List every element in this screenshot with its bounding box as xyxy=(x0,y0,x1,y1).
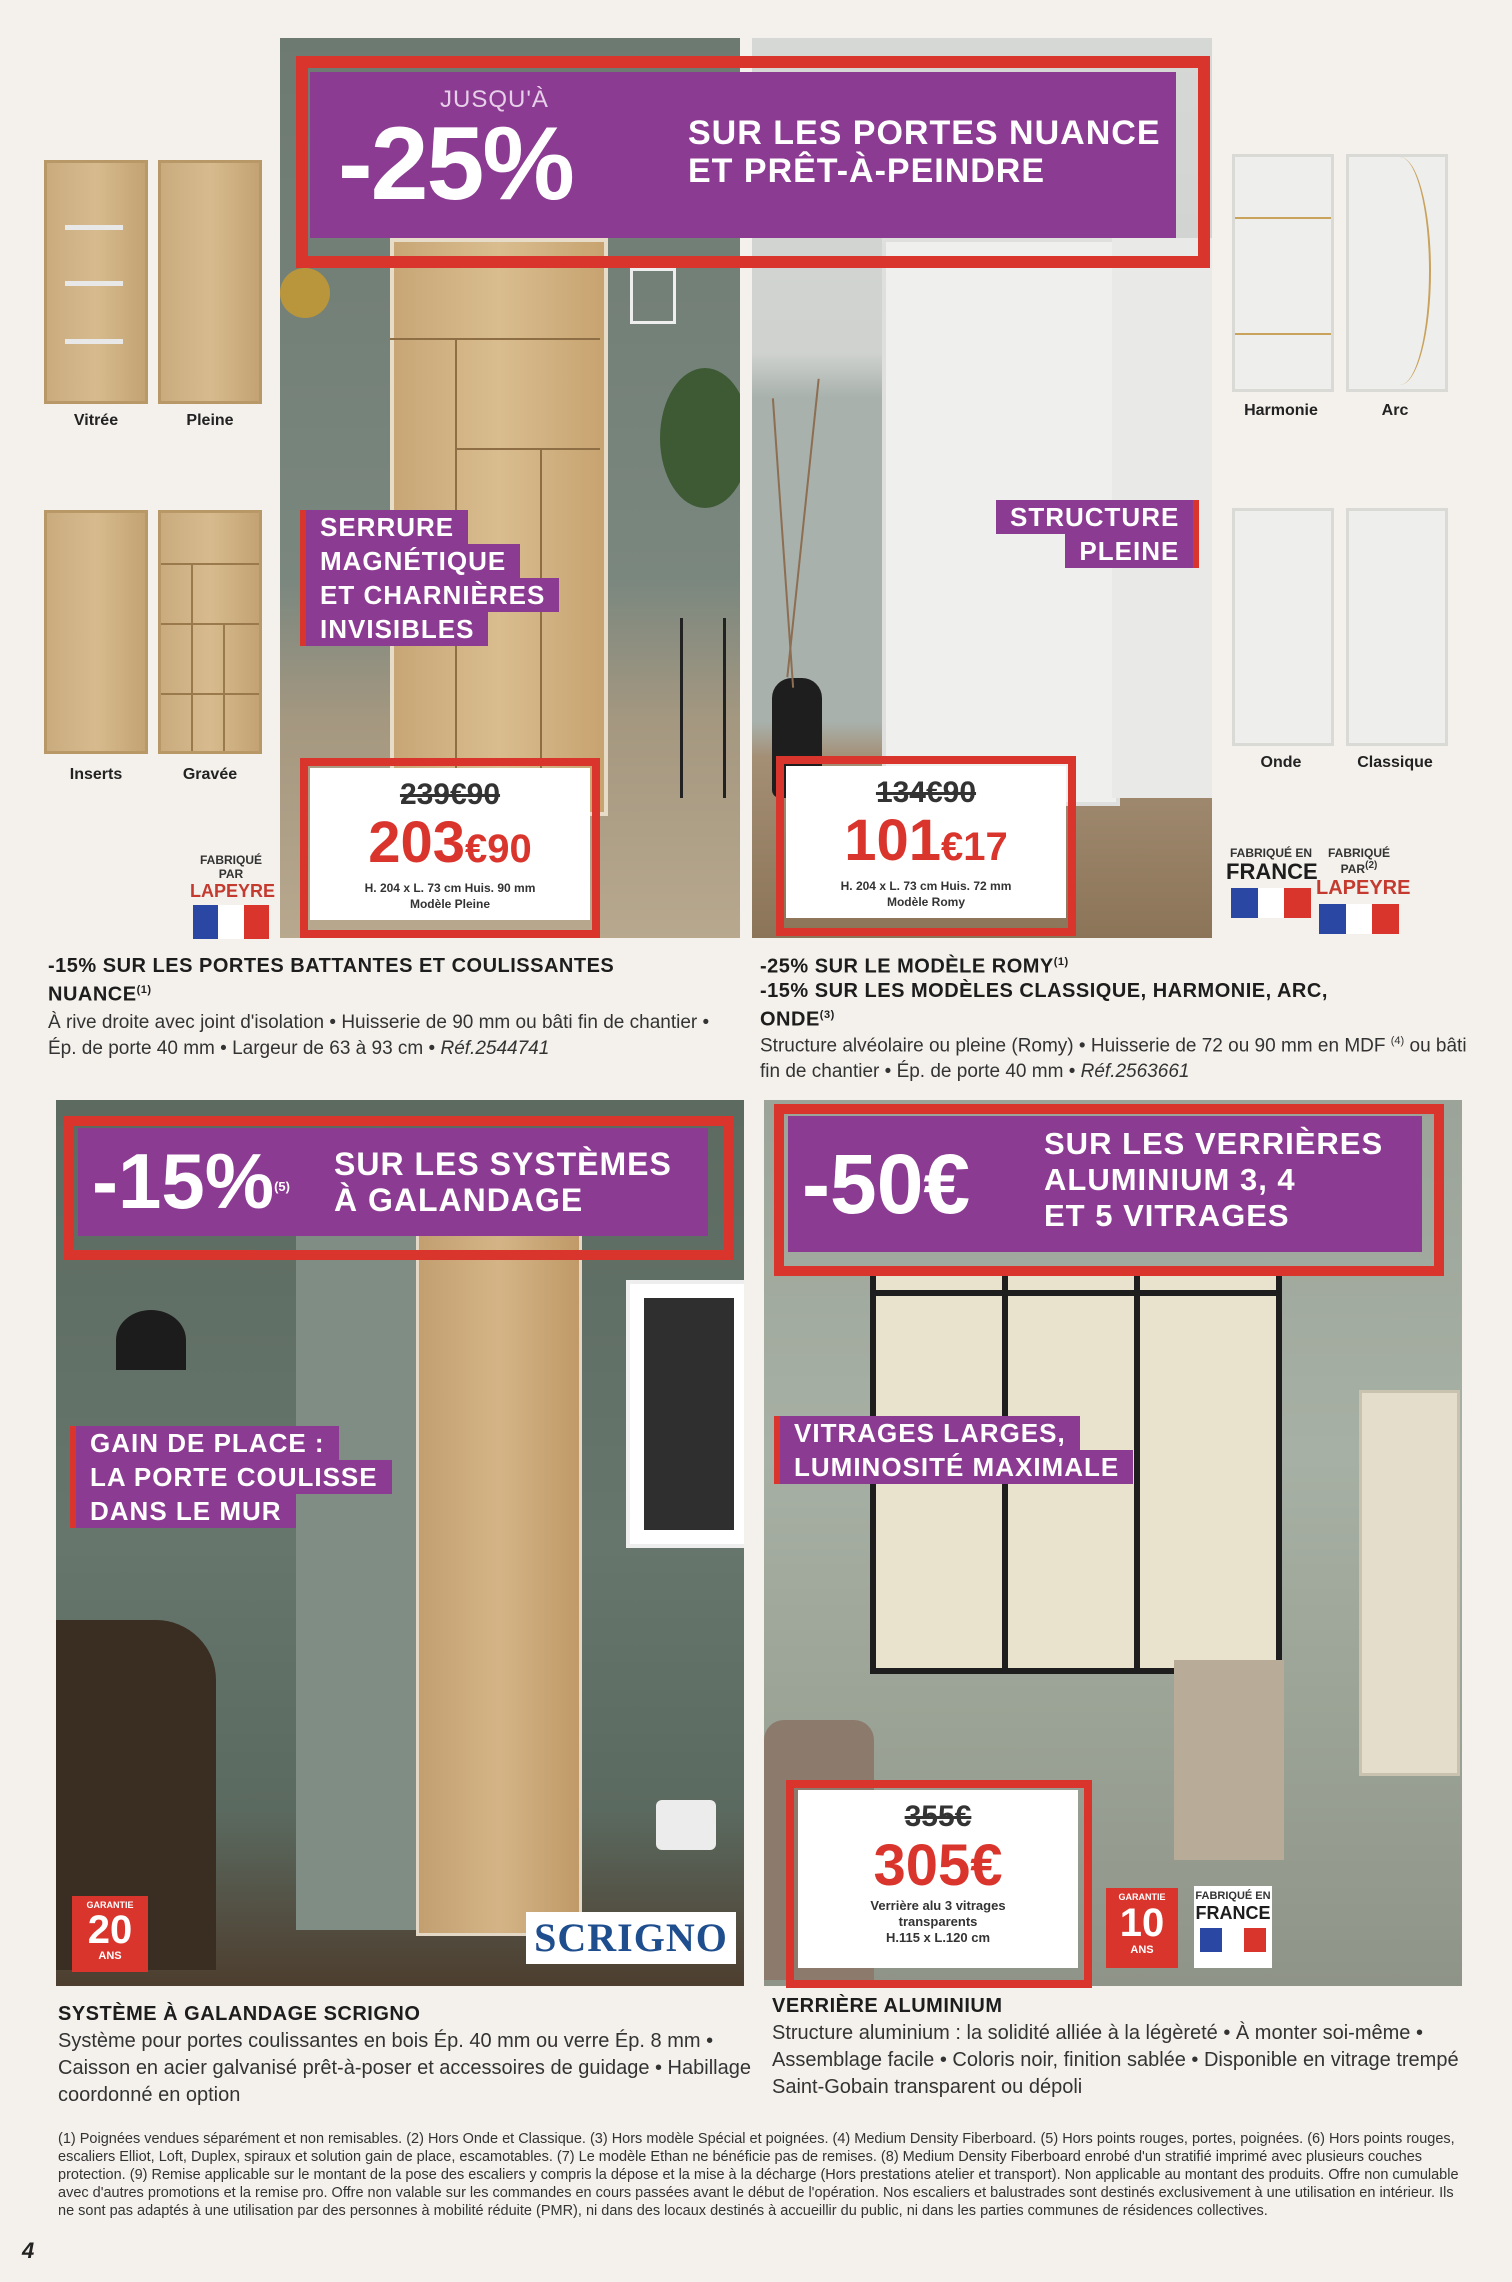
new-price xyxy=(786,810,1066,878)
tag-line: VITRAGES LARGES, xyxy=(774,1416,1080,1450)
footnote-ref: (3) xyxy=(819,1008,835,1021)
made-by-label: FABRIQUÉ PAR xyxy=(199,853,262,881)
door-thumb-inserts xyxy=(44,510,148,754)
romy-heading xyxy=(760,950,1480,1031)
door-thumb-classique xyxy=(1346,508,1448,746)
new-price-dec: €90 xyxy=(465,827,532,871)
galandage-discount-banner xyxy=(78,1128,708,1236)
tag-line: GAIN DE PLACE : xyxy=(70,1426,339,1460)
made-by-label: FABRIQUÉ PAR xyxy=(1327,846,1390,876)
guarantee-years: 10 xyxy=(1119,1901,1165,1945)
french-flag-icon xyxy=(1200,1928,1266,1952)
france-label: FRANCE xyxy=(1226,859,1318,884)
thumb-label-inserts: Inserts xyxy=(69,766,123,783)
thumb-label-gravee: Gravée xyxy=(182,766,238,783)
guarantee-years: 20 xyxy=(87,1908,133,1952)
banner-line2: ALUMINIUM 3, 4 xyxy=(1044,1162,1296,1197)
tag-line: LA PORTE COULISSE xyxy=(70,1460,392,1494)
banner-line3: ET 5 VITRAGES xyxy=(1044,1198,1290,1233)
made-by-lapeyre-badge xyxy=(190,853,276,939)
dims-text: H. 204 x L. 73 cm Huis. 72 mm xyxy=(840,879,1012,893)
thumb-label-pleine: Pleine xyxy=(186,412,234,429)
price-box-verriere xyxy=(798,1790,1078,1968)
guarantee-label: GARANTIE xyxy=(1118,1892,1166,1902)
feature-tag-structure xyxy=(996,500,1199,568)
banner-discount-value: -50€ xyxy=(802,1137,971,1231)
heading-line3: ONDE xyxy=(760,1008,820,1031)
nuance-body: À rive droite avec joint d'isolation • Huisserie de 90 mm ou bâti fin de chantier • Ép. de porte 40 mm • Largeur de 63 à 93 cm • xyxy=(48,1012,710,1059)
banner-line1: SUR LES VERRIÈRES xyxy=(1044,1126,1384,1161)
banner-line1: SUR LES SYSTÈMES xyxy=(334,1146,672,1182)
banner-discount-value: -15% xyxy=(92,1137,275,1225)
model-text: Modèle Pleine xyxy=(409,897,491,911)
french-flag-icon xyxy=(1319,904,1399,934)
new-price xyxy=(310,812,590,880)
nuance-ref: Réf.2544741 xyxy=(440,1038,550,1059)
page-number: 4 xyxy=(22,2238,35,2263)
made-in-label: FABRIQUÉ EN xyxy=(1229,846,1312,860)
romy-body2: ou bâti fin de chantier • Ép. de porte 40 mm • xyxy=(760,1035,1467,1083)
romy-description xyxy=(760,1028,1480,1085)
footnote-ref: (1) xyxy=(136,984,152,996)
door-thumb-onde xyxy=(1232,508,1334,746)
romy-body1: Structure alvéolaire ou pleine (Romy) • Huisserie de 72 ou 90 mm en MDF xyxy=(760,1035,1386,1057)
banner-line1: SUR LES PORTES NUANCE xyxy=(688,114,1161,152)
verriere-heading: VERRIÈRE ALUMINIUM xyxy=(772,1995,1003,2017)
door-thumb-gravee xyxy=(158,510,262,754)
old-price: 355€ xyxy=(904,1800,972,1833)
new-price-int: 203 xyxy=(368,810,466,875)
guarantee-20-badge xyxy=(72,1896,148,1972)
old-price: 239€90 xyxy=(399,778,501,811)
dims-text: H. 204 x L. 73 cm Huis. 90 mm xyxy=(364,881,536,895)
dims-text: H.115 x L.120 cm xyxy=(885,1930,991,1945)
feature-tag-gain-place xyxy=(70,1426,392,1528)
banner-line2: À GALANDAGE xyxy=(334,1182,584,1218)
tag-line: PLEINE xyxy=(1065,534,1199,568)
guarantee-label: GARANTIE xyxy=(86,1900,134,1910)
tag-line: ET CHARNIÈRES xyxy=(300,578,559,612)
thumb-label-vitree: Vitrée xyxy=(73,412,119,429)
guarantee-10-badge xyxy=(1106,1888,1178,1968)
door-thumb-vitree xyxy=(44,160,148,404)
thumb-label-harmonie: Harmonie xyxy=(1244,402,1318,419)
made-by-lapeyre-badge xyxy=(1316,846,1411,934)
door-thumb-arc xyxy=(1346,154,1448,392)
footnotes: (1) Poignées vendues séparément et non remisables. (2) Hors Onde et Classique. (3) Hors modèle Spécial et poignées. (4) Medium Density Fiberboard. (5) Hors points rouges, portes, poignées. (6) Hors points rouges, escaliers Elliot, Loft, Duplex, spiraux et solution gain de place, escamotables. (7) Le modèle Ethan ne bénéficie pas de remises. (8) Medium Density Fiberboard enrobé d'un stratifié imprimé avec plusieurs couches protection. (9) Remise applicable sur le montant de la pose des escaliers y compris la dépose et la mise à la décharge (Hors prestations atelier et transport). Non applicable au montant des produits. Offre non cumulable avec d'autres promotions et la remise pro. Offre non valable sur les commandes en cours passées avant le début de l'opération. Nos escaliers et balustrades sont destinés exclusivement à une utilisation en intérieur. Ils ne sont pas adaptés à une utilisation par des personnes à mobilité réduite (PMR), ni dans des locaux destinés à accueillir du public, ni dans les parties communes de résidences collectives. xyxy=(58,2131,1459,2219)
guarantee-unit: ANS xyxy=(98,1950,122,1962)
model-text: Modèle Romy xyxy=(886,895,965,909)
tag-line: SERRURE xyxy=(300,510,468,544)
heading-line2: -15% SUR LES MODÈLES CLASSIQUE, HARMONIE, ARC, xyxy=(760,979,1328,1002)
new-price: 305€ xyxy=(873,1833,1003,1898)
made-in-label: FABRIQUÉ EN xyxy=(1195,1890,1271,1902)
french-flag-icon xyxy=(1231,888,1311,918)
lapeyre-label: LAPEYRE xyxy=(1316,877,1411,899)
french-flag-icon xyxy=(193,905,269,939)
heading-line1: -15% SUR LES PORTES BATTANTES ET COULISSANTES xyxy=(48,955,615,977)
thumb-label-onde: Onde xyxy=(1260,754,1302,771)
made-in-france-badge xyxy=(1194,1886,1272,1968)
footnote-ref: (5) xyxy=(274,1179,290,1194)
galandage-heading: SYSTÈME À GALANDAGE SCRIGNO xyxy=(58,2003,421,2025)
tag-line: DANS LE MUR xyxy=(70,1494,296,1528)
nuance-description xyxy=(48,1010,738,1062)
footnote-ref: (2) xyxy=(1365,860,1378,871)
scrigno-logo: SCRIGNO xyxy=(526,1912,736,1964)
verriere-discount-banner xyxy=(788,1116,1422,1252)
thumb-label-arc: Arc xyxy=(1381,402,1409,419)
france-label: FRANCE xyxy=(1195,1903,1271,1923)
banner-line2: ET PRÊT-À-PEINDRE xyxy=(688,152,1046,190)
desc-text: Verrière alu 3 vitrages xyxy=(870,1898,1006,1913)
desc-text: transparents xyxy=(898,1914,978,1929)
door-thumb-harmonie xyxy=(1232,154,1334,392)
banner-discount-value: -25% xyxy=(338,106,573,222)
guarantee-unit: ANS xyxy=(1130,1944,1154,1956)
tag-line: LUMINOSITÉ MAXIMALE xyxy=(774,1450,1133,1484)
thumb-label-classique: Classique xyxy=(1357,754,1433,771)
made-in-france-badge xyxy=(1226,846,1316,918)
tag-line: STRUCTURE xyxy=(996,500,1199,534)
galandage-description: Système pour portes coulissantes en bois Ép. 40 mm ou verre Ép. 8 mm • Caisson en acier galvanisé prêt-à-poser et accessoires de guidage • Habillage coordonné en option xyxy=(58,2030,751,2106)
footnote-ref: (4) xyxy=(1390,1035,1405,1047)
top-discount-banner xyxy=(310,72,1176,238)
price-box-romy xyxy=(786,766,1066,918)
price-box-nuance xyxy=(310,768,590,920)
tag-line: MAGNÉTIQUE xyxy=(300,544,520,578)
heading-line2: NUANCE xyxy=(48,983,137,1006)
door-thumb-pleine xyxy=(158,160,262,404)
tag-line: INVISIBLES xyxy=(300,612,488,646)
feature-tag-vitrages xyxy=(774,1416,1133,1484)
romy-ref: Réf.2563661 xyxy=(1080,1061,1190,1083)
new-price-int: 101 xyxy=(844,808,942,873)
banner-pre-label: JUSQU'À xyxy=(440,86,549,113)
old-price: 134€90 xyxy=(875,776,977,809)
nuance-heading xyxy=(48,954,748,1007)
heading-line1: -25% SUR LE MODÈLE ROMY xyxy=(760,955,1054,978)
verriere-description: Structure aluminium : la solidité alliée à la légèreté • À monter soi-même • Assemblage facile • Coloris noir, finition sablée • Disponible en vitrage trempé Saint-Gobain transparent ou dépoli xyxy=(772,2022,1459,2098)
new-price-dec: €17 xyxy=(941,825,1008,869)
lapeyre-label: LAPEYRE xyxy=(190,881,276,901)
feature-tag-serrure xyxy=(300,510,559,646)
footnote-ref: (1) xyxy=(1053,956,1069,968)
